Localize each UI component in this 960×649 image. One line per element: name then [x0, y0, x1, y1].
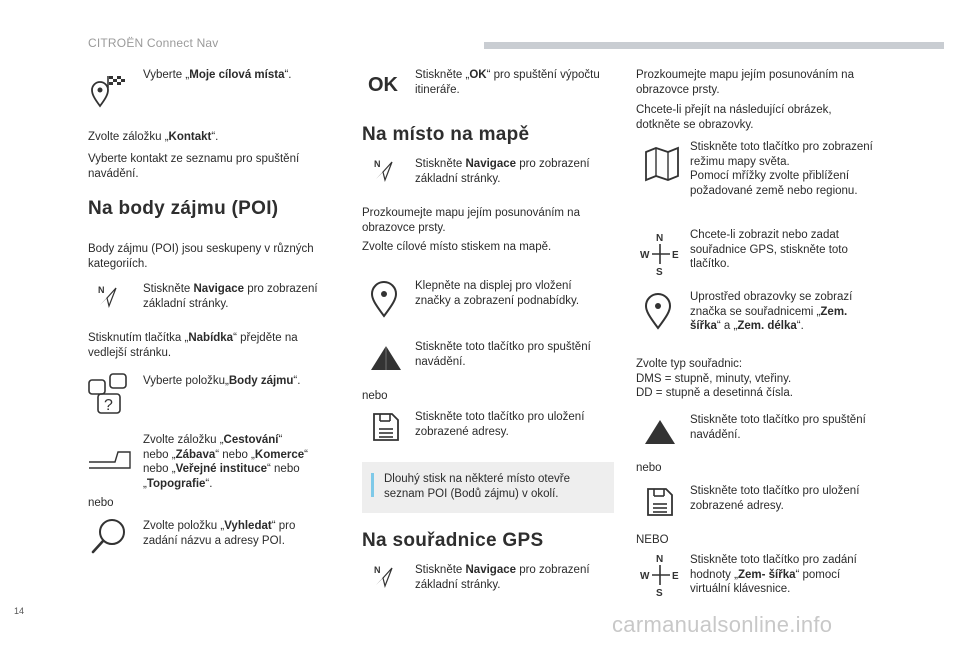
flag-pin-icon [90, 74, 128, 108]
compass-e: E [672, 571, 679, 582]
or-text: nebo [636, 462, 662, 474]
page-number: 14 [14, 606, 25, 616]
tab-folder-icon [88, 448, 132, 470]
nav-n-letter: N [374, 565, 381, 575]
or-text: nebo [362, 390, 388, 402]
note-text: Dlouhý stisk na některé místo otevře seznam POI (Bodů zájmu) v okolí. [384, 473, 570, 500]
gps-compass-icon [640, 553, 680, 597]
info-note [362, 462, 614, 513]
save-address-text: Stiskněte toto tlačítko pro uložení zobrazené adresy. [415, 411, 585, 438]
contact-tab-text: Zvolte záložku „Kontakt“. [88, 131, 219, 143]
explore-map-text: Prozkoumejte mapu jejím posunováním na obrazovce prsty. [636, 69, 854, 96]
enter-latitude-text: Stiskněte toto tlačítko pro zadání hodnoty „Zem- šířka“ pomocí virtuální klávesnice. [690, 554, 857, 595]
compass-e: E [672, 250, 679, 261]
compass-n: N [656, 554, 664, 565]
heading-map-location: Na místo na mapě [362, 124, 530, 145]
header-title: CITROËN Connect Nav [88, 36, 219, 50]
select-search-text: Zvolte položku „Vyhledat“ pro zadání názvu a adresy POI. [143, 520, 296, 547]
world-map-mode-text: Stiskněte toto tlačítko pro zobrazení režimu mapy světa. Pomocí mřížky zvolte přiblížení požadované země nebo regionu. [690, 141, 873, 197]
start-guidance-text: Stiskněte toto tlačítko pro spuštění navádění. [690, 414, 866, 441]
or-text: nebo [88, 497, 114, 509]
navigate-triangle-icon [644, 418, 676, 446]
navigation-arrow-icon [96, 284, 120, 308]
explore-map-text: Prozkoumejte mapu jejím posunováním na obrazovce prsty. [362, 207, 580, 234]
next-image-text: Chcete-li přejít na následující obrázek, dotkněte se obrazovky. [636, 104, 832, 131]
header-bar [484, 42, 944, 49]
select-my-destinations-text: Vyberte „Moje cílová místa“. [143, 69, 292, 81]
nav-n-letter: N [374, 159, 381, 169]
heading-poi: Na body zájmu (POI) [88, 198, 279, 219]
world-map-icon [644, 146, 680, 182]
poi-description: Body zájmu (POI) jsou seskupeny v různých kategoriích. [88, 243, 314, 270]
nav-n-letter: N [98, 285, 105, 295]
note-accent [371, 473, 374, 497]
select-contact-text: Vyberte kontakt ze seznamu pro spuštění navádění. [88, 153, 300, 180]
menu-button-text: Stisknutím tlačítka „Nabídka“ přejděte na vedlejší stránku. [88, 332, 298, 359]
svg-text:?: ? [104, 397, 113, 414]
search-icon [90, 517, 128, 555]
press-navigation-text: Stiskněte Navigace pro zobrazení základní stránky. [415, 564, 590, 591]
navigation-arrow-icon [372, 564, 396, 588]
start-guidance-text: Stiskněte toto tlačítko pro spuštění navádění. [415, 341, 591, 368]
ok-icon: OK [368, 74, 398, 96]
watermark: carmanualsonline.info [612, 612, 833, 637]
navigate-triangle-icon [370, 344, 402, 372]
press-ok-text: Stiskněte „OK“ pro spuštění výpočtu itineráře. [415, 69, 600, 96]
or-caps-text: NEBO [636, 534, 669, 546]
save-disk-icon [372, 412, 400, 442]
navigation-arrow-icon [372, 158, 396, 182]
coordinate-type-text: Zvolte typ souřadnic: DMS = stupně, minuty, vteřiny. DD = stupně a desetinná čísla. [636, 358, 793, 399]
compass-w: W [640, 571, 650, 582]
heading-gps-coordinates: Na souřadnice GPS [362, 530, 544, 551]
select-category-tab-text: Zvolte záložku „Cestování“ nebo „Zábava“ nebo „Komerce“ nebo „Veřejné instituce“ nebo „Topografie“. [143, 434, 308, 490]
map-pin-icon [370, 280, 398, 318]
categories-icon [88, 372, 132, 414]
compass-n: N [656, 233, 664, 244]
select-destination-text: Zvolte cílové místo stiskem na mapě. [362, 241, 552, 253]
compass-s: S [656, 588, 663, 597]
marker-coordinates-text: Uprostřed obrazovky se zobrazí značka se souřadnicemi „Zem. šířka“ a „Zem. délka“. [690, 291, 853, 332]
save-address-text: Stiskněte toto tlačítko pro uložení zobrazené adresy. [690, 485, 860, 512]
press-navigation-text: Stiskněte Navigace pro zobrazení základní stránky. [415, 158, 590, 185]
gps-coordinates-text: Chcete-li zobrazit nebo zadat souřadnice GPS, stiskněte toto tlačítko. [690, 229, 848, 270]
map-pin-icon [644, 292, 672, 330]
compass-w: W [640, 250, 650, 261]
save-disk-icon [646, 487, 674, 517]
compass-s: S [656, 267, 663, 276]
select-poi-item-text: Vyberte položku„Body zájmu“. [143, 375, 301, 387]
tap-display-text: Klepněte na displej pro vložení značky a zobrazení podnabídky. [415, 280, 580, 307]
gps-compass-icon [640, 232, 680, 276]
press-navigation-text: Stiskněte Navigace pro zobrazení základní stránky. [143, 283, 318, 310]
